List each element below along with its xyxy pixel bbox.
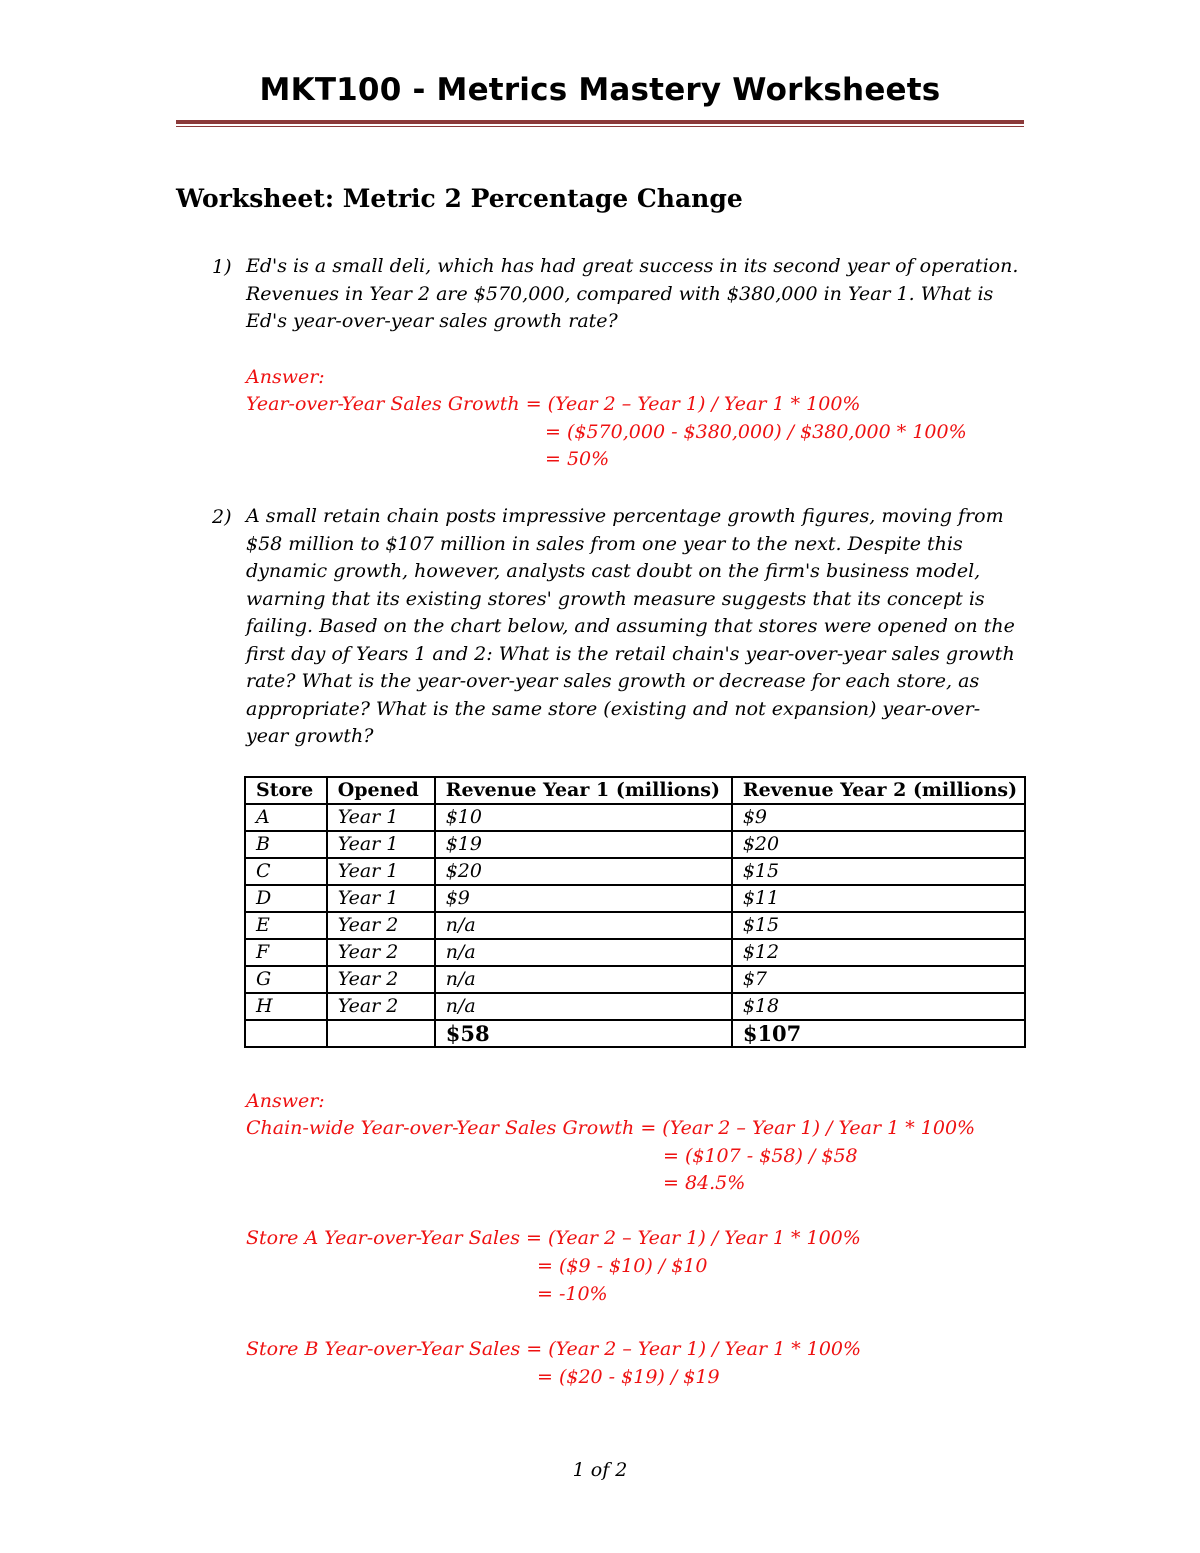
answer-1-formula: Year-over-Year Sales Growth = (Year 2 – Year 1) / Year 1 * 100% — [246, 393, 861, 415]
answer-2-label: Answer: — [246, 1090, 325, 1112]
table-row — [245, 912, 1025, 939]
cell-total-year-1: $58 — [435, 1020, 732, 1047]
cell-opened: Year 2 — [327, 939, 435, 966]
worksheet-heading: Worksheet: Metric 2 Percentage Change — [176, 184, 743, 213]
table-row — [245, 939, 1025, 966]
cell-revenue-year-2: $7 — [732, 966, 1025, 993]
cell-revenue-year-2: $20 — [732, 831, 1025, 858]
question-2-number: 2) — [212, 506, 232, 528]
question-2-line: first day of Years 1 and 2: What is the retail chain's year-over-year sales growth — [246, 642, 1015, 665]
page-number: 1 of 2 — [572, 1459, 628, 1481]
cell-revenue-year-1: $10 — [435, 804, 732, 831]
cell-opened: Year 2 — [327, 912, 435, 939]
answer-1-label: Answer: — [246, 366, 325, 388]
cell-revenue-year-2: $11 — [732, 885, 1025, 912]
question-2-line: rate? What is the year-over-year sales growth or decrease for each store, as — [246, 670, 980, 692]
cell-opened: Year 1 — [327, 804, 435, 831]
table-row — [245, 966, 1025, 993]
question-2-line: year growth? — [246, 725, 374, 747]
store-revenue-table — [244, 776, 1026, 1048]
table-row — [245, 993, 1025, 1020]
cell-revenue-year-1: n/a — [435, 939, 732, 966]
cell-opened: Year 2 — [327, 993, 435, 1020]
question-2-text — [246, 503, 1046, 751]
answer-2-store-b-formula: Store B Year-over-Year Sales = (Year 2 – Year 1) / Year 1 * 100% — [246, 1338, 862, 1360]
question-2-line: A small retain chain posts impressive percentage growth figures, moving from — [246, 505, 1004, 527]
table-row — [245, 804, 1025, 831]
cell-opened: Year 2 — [327, 966, 435, 993]
header-store: Store — [245, 777, 327, 804]
header-revenue-year-1: Revenue Year 1 (millions) — [435, 777, 732, 804]
header-revenue-year-2: Revenue Year 2 (millions) — [732, 777, 1025, 804]
question-1-line: Ed's is a small deli, which has had great success in its second year of operation. — [246, 255, 1019, 277]
cell-revenue-year-1: $19 — [435, 831, 732, 858]
header-opened: Opened — [327, 777, 435, 804]
answer-1-substitution: = ($570,000 - $380,000) / $380,000 * 100% — [545, 421, 967, 443]
cell-store: D — [245, 885, 327, 912]
answer-2-chain-formula: Chain-wide Year-over-Year Sales Growth = (Year 2 – Year 1) / Year 1 * 100% — [246, 1117, 976, 1139]
question-2-line: warning that its existing stores' growth measure suggests that its concept is — [246, 587, 985, 610]
cell-revenue-year-1: $9 — [435, 885, 732, 912]
cell-revenue-year-2: $18 — [732, 993, 1025, 1020]
cell-revenue-year-2: $15 — [732, 858, 1025, 885]
cell-revenue-year-2: $9 — [732, 804, 1025, 831]
question-2-line: appropriate? What is the same store (existing and not expansion) year-over- — [246, 697, 981, 720]
answer-2-store-a-result: = -10% — [537, 1283, 608, 1305]
cell-opened: Year 1 — [327, 858, 435, 885]
question-2-line: $58 million to $107 million in sales from one year to the next. Despite this — [246, 532, 963, 555]
answer-2-store-b-substitution: = ($20 - $19) / $19 — [537, 1366, 720, 1388]
cell-store: C — [245, 858, 327, 885]
question-1-line: Revenues in Year 2 are $570,000, compared with $380,000 in Year 1. What is — [246, 282, 994, 305]
table-header-row — [245, 777, 1025, 804]
cell-store: A — [245, 804, 327, 831]
table-row — [245, 885, 1025, 912]
cell-store: F — [245, 939, 327, 966]
question-2-line: failing. Based on the chart below, and assuming that stores were opened on the — [246, 615, 1015, 637]
title-rule-thin — [176, 126, 1024, 127]
question-2-line: dynamic growth, however, analysts cast doubt on the firm's business model, — [246, 560, 981, 582]
table-row — [245, 831, 1025, 858]
cell-store: H — [245, 993, 327, 1020]
cell-revenue-year-1: n/a — [435, 912, 732, 939]
question-1-text — [246, 253, 1046, 336]
cell-total-year-2: $107 — [732, 1020, 1025, 1047]
question-1-number: 1) — [212, 256, 232, 278]
title-rule-thick — [176, 120, 1024, 124]
answer-2-store-a-substitution: = ($9 - $10) / $10 — [537, 1255, 708, 1277]
cell-store: G — [245, 966, 327, 993]
cell-revenue-year-1: $20 — [435, 858, 732, 885]
cell-total-empty — [245, 1020, 327, 1047]
cell-store: E — [245, 912, 327, 939]
cell-opened: Year 1 — [327, 831, 435, 858]
answer-2-chain-result: = 84.5% — [663, 1172, 746, 1194]
table-row — [245, 858, 1025, 885]
cell-revenue-year-1: n/a — [435, 966, 732, 993]
cell-opened: Year 1 — [327, 885, 435, 912]
cell-revenue-year-2: $15 — [732, 912, 1025, 939]
cell-revenue-year-2: $12 — [732, 939, 1025, 966]
cell-store: B — [245, 831, 327, 858]
table-total-row — [245, 1020, 1025, 1047]
answer-2-chain-substitution: = ($107 - $58) / $58 — [663, 1145, 858, 1167]
document-title: MKT100 - Metrics Mastery Worksheets — [259, 72, 941, 108]
cell-total-empty — [327, 1020, 435, 1047]
answer-1-result: = 50% — [545, 448, 610, 470]
cell-revenue-year-1: n/a — [435, 993, 732, 1020]
question-1-line: Ed's year-over-year sales growth rate? — [246, 310, 618, 332]
answer-2-store-a-formula: Store A Year-over-Year Sales = (Year 2 – Year 1) / Year 1 * 100% — [246, 1227, 861, 1249]
